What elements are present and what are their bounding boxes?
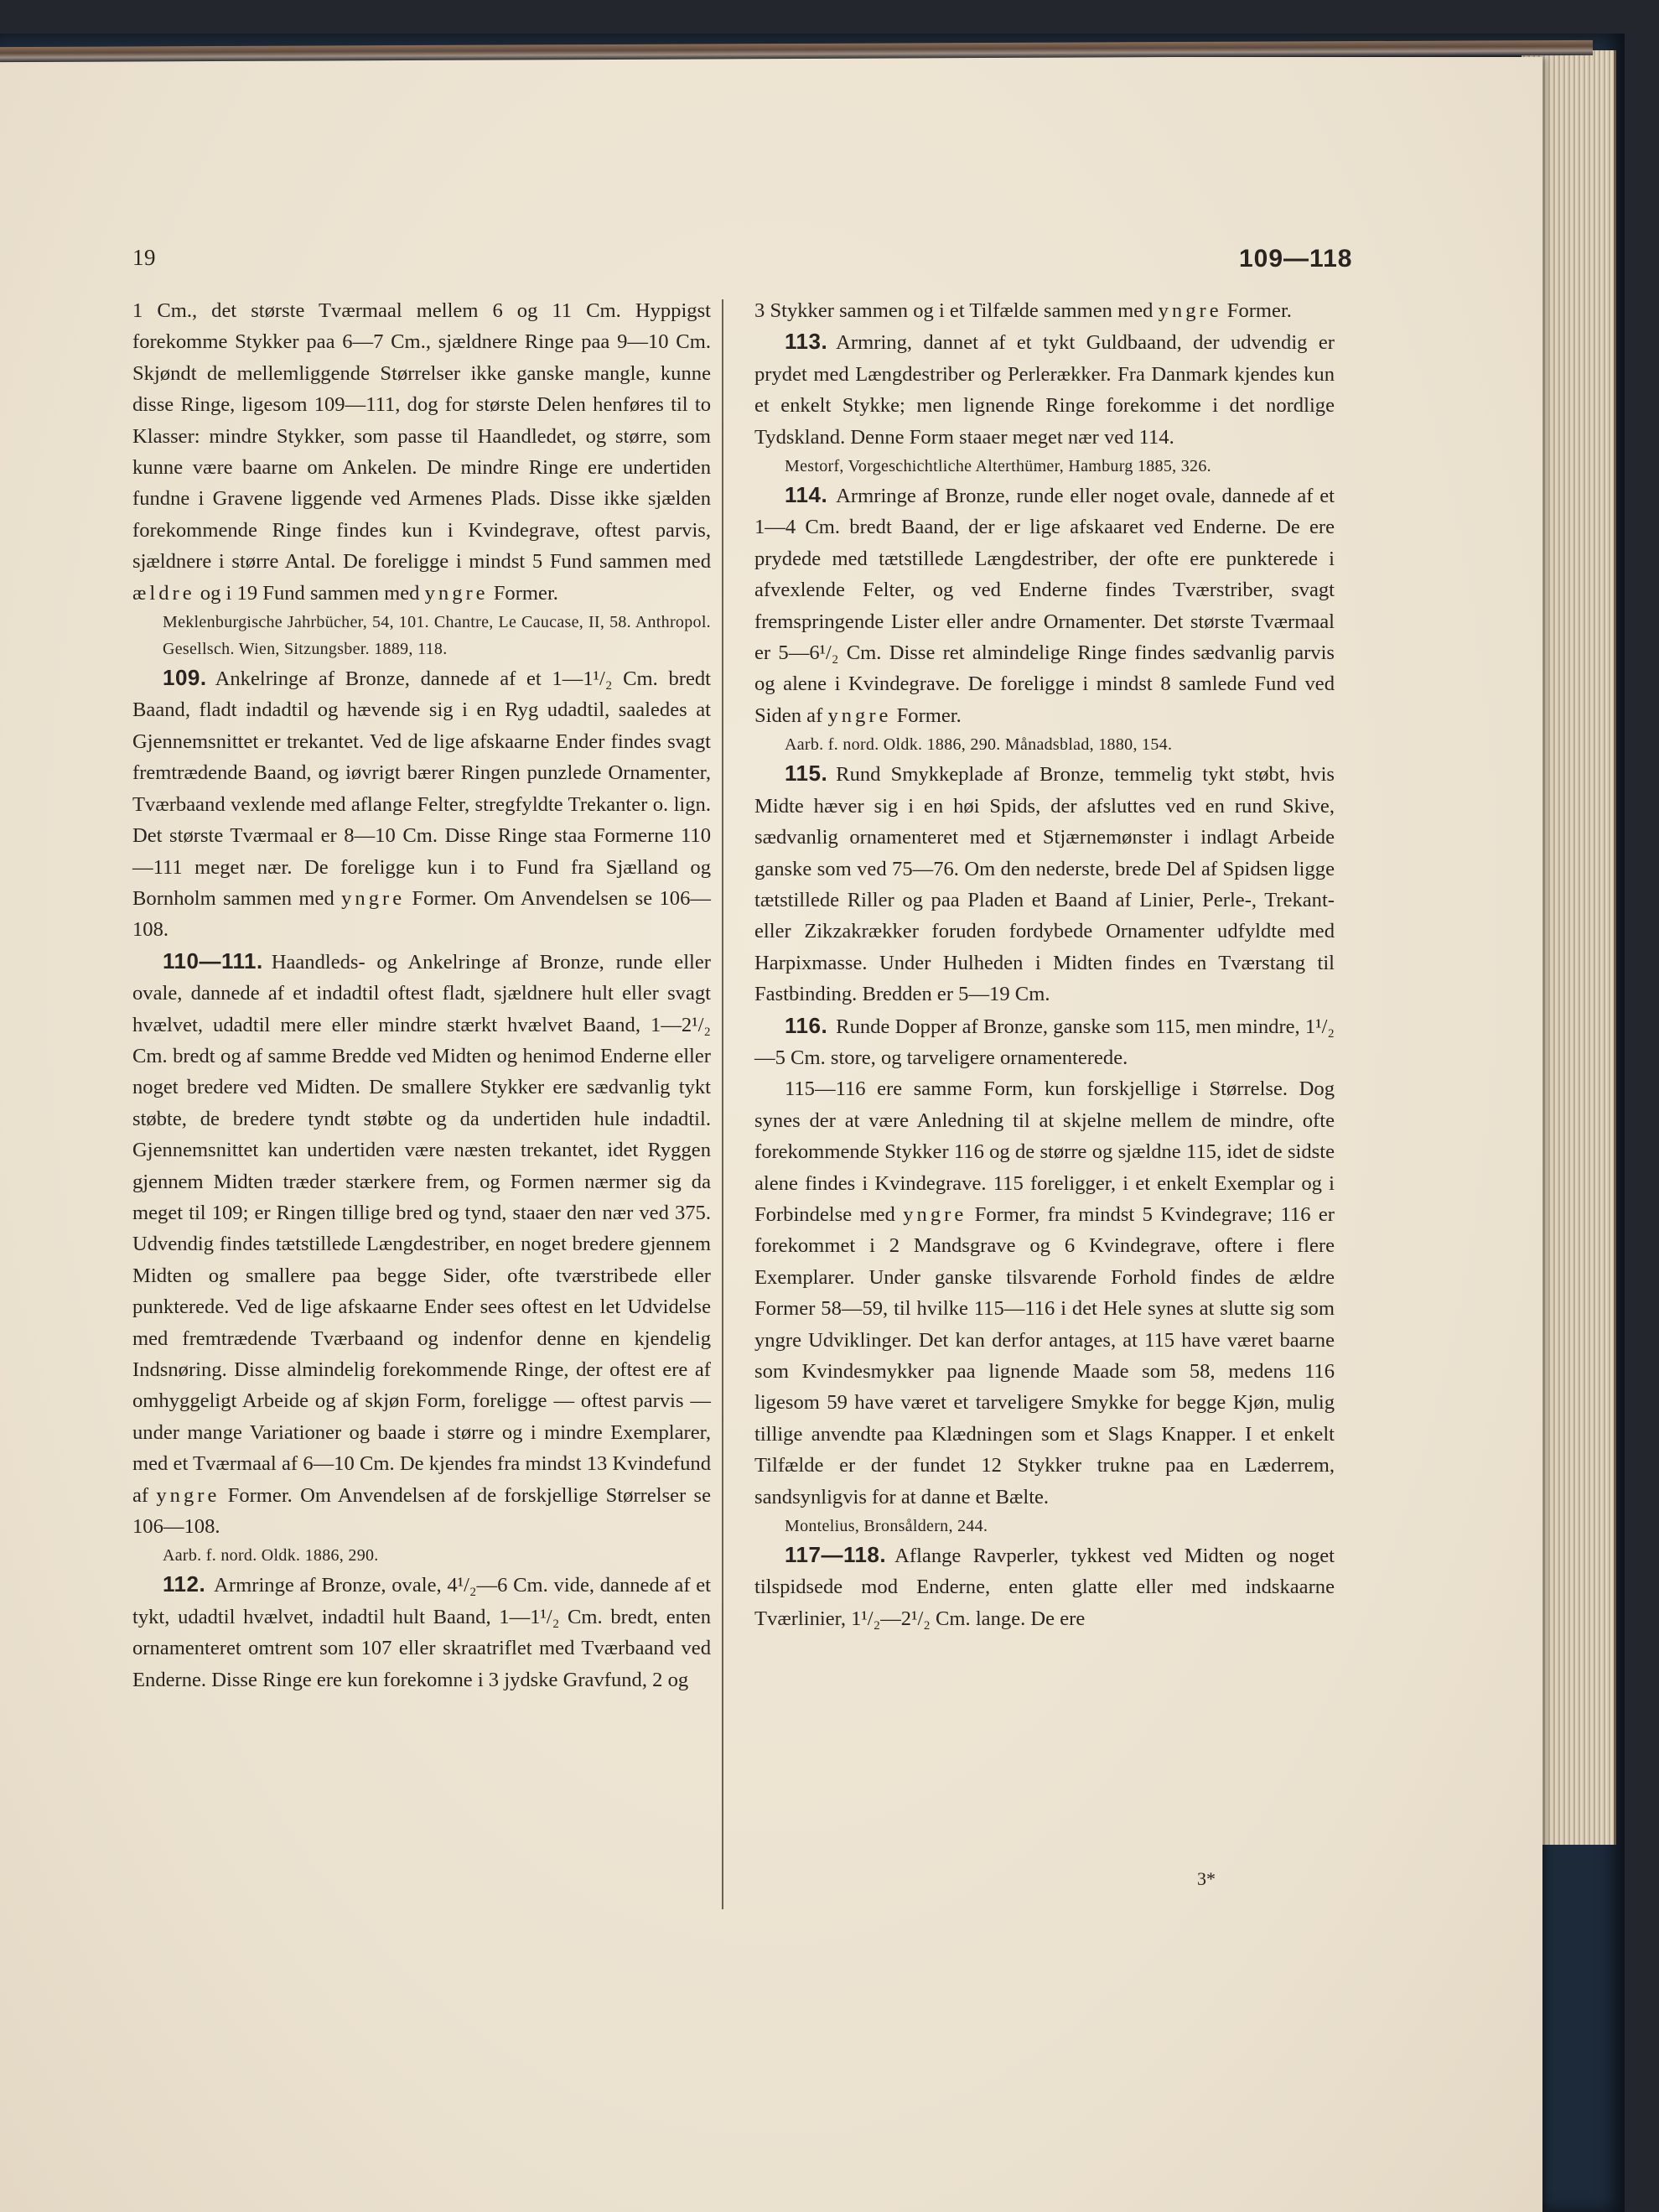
reference: Mestorf, Vorgeschichtliche Alterthümer, Hamburg 1885, 326. xyxy=(785,457,1211,476)
discussion-paragraph: 115—116 ere samme Form, kun forskjellige i Størrelse. Dog synes der at være Anledning til at skjelne mellem de mindre, ofte forekommende Stykker 116 og de større og sjældne 115, idet de sidste alene findes i Kvindegrave. 115 foreligger, i et enkelt Exemplar og i Forbindelse med yngre Former, fra mindst 5 Kvindegrave; 116 er forekommet i 2 Mandsgrave og 6 Kvindegrave, oftere i flere Exemplarer. Under ganske tilsvarende Forhold findes de ældre Former 58—59, til hvilke 115—116 i det Hele synes at slutte sig som yngre Udviklinger. Det kan derfor antages, at 115 have været baarne som Kvindesmykker paa lignende Maade som 58, medens 116 ligesom 59 have været et tarveligere Smykke for begge Kjøn, mulig tillige anvendte paa Klædningen som et Slags Knapper. I et enkelt Tilfælde er der fundet 12 Stykker trukne paa en Læderrem, sandsynligvis for at danne et Bælte. xyxy=(754,1077,1335,1508)
reference: Meklenburgische Jahrbücher, 54, 101. Chantre, Le Caucase, II, 58. Anthropol. Gesellsch. Wien, Sitzungsber. 1889, 118. xyxy=(163,613,711,659)
intro-paragraph: 1 Cm., det største Tværmaal mellem 6 og 11 Cm. Hyppigst forekomme Stykker paa 6—7 Cm., sjældnere Ringe paa 9—10 Cm. Skjøndt de mellemliggende Størrelser ikke ganske mangle, kunne disse Ringe, ligesom 109—111, dog for største Delen henføres til to Klasser: mindre Stykker, som passe til Haandledet, og større, som kunne være baarne om Ankelen. De mindre Ringe ere undertiden fundne i Gravene liggende ved Armenes Plads. Disse ikke sjælden forekommende Ringe findes kun i Kvindegrave, oftest parvis, sjældnere i større Antal. De foreligge i mindst 5 Fund sammen med ældre og i 19 Fund sammen med yngre Former. xyxy=(132,299,711,605)
entry-109: 109. Ankelringe af Bronze, dannede af et 1—1¹/₂ Cm. bredt Baand, fladt indadtil og hævende sig i en Ryg udadtil, saaledes at Gjennemsnittet er trekantet. Ved de lige afskaarne Ender findes svagt fremtrædende Baand, og iøvrigt bærer Ringen punzlede Ornamenter, Tværbaand vexlende med aflange Felter, stregfyldte Trekanter o. lign. Det største Tværmaal er 8—10 Cm. Disse Ringe staa Formerne 110—111 meget nær. De foreligge kun i to Fund fra Sjælland og Bornholm sammen med yngre Former. Om Anvendelsen se 106—108. xyxy=(132,665,711,942)
entry-110-111: 110—111. Haandleds- og Ankelringe af Bronze, runde eller ovale, dannede af et indadtil oftest fladt, sjældnere hult eller svagt hvælvet, udadtil mere eller mindre stærkt hvælvet Baand, 1—2¹/₂ Cm. bredt og af samme Bredde ved Midten og henimod Enderne eller noget bredere ved Midten. De smallere Stykker ere sædvanlig tykt støbte, de bredere tyndt støbte og da undertiden hule indadtil. Gjennemsnittet kan undertiden være næsten trekantet, idet Ryggen gjennem Midten træder stærkere frem, og Formen nærmer sig da meget til 109; er Ringen tillige bred og tynd, staaer den nær ved 375. Udvendig findes tætstillede Længdestriber, en noget bredere gjennem Midten og smallere paa begge Sider, ofte tværstribede eller punkterede. Ved de lige afskaarne Ender sees oftest en let Udvidelse med fremtrædende Tværbaand og indenfor denne en kjendelig Indsnøring. Disse almindelig forekommende Ringe, der oftest ere af omhyggeligt Arbeide og af skjøn Form, foreligge — oftest parvis — under mange Variationer og baade i større og i mindre Exemplarer, med et Tværmaal af 6—10 Cm. De kjendes fra mindst 13 Kvindefund af yngre Former. Om Anvendelsen af de forskjellige Størrelser se 106—108. xyxy=(132,948,711,1539)
entry-114: 114. Armringe af Bronze, runde eller noget ovale, dannede af et 1—4 Cm. bredt Baand, der er lige afskaaret ved Enderne. De ere prydede med tætstillede Længdestriber, der ofte ere punkterede i afvexlende Felter, og ved Enderne findes Tværstriber, svagt fremspringende Lister eller andre Ornamenter. Det største Tværmaal er 5—6¹/₂ Cm. Disse ret almindelige Ringe findes sædvanlig parvis og alene i Kvindegrave. De foreligge i mindst 8 samlede Fund ved Siden af yngre Former. xyxy=(754,482,1335,727)
page-number: 19 xyxy=(132,245,156,270)
continuation-paragraph: 3 Stykker sammen og i et Tilfælde sammen med yngre Former. xyxy=(754,299,1292,322)
entry-116: 116. Runde Dopper af Bronze, ganske som 115, men mindre, 1¹/₂—5 Cm. store, og tarveligere ornamenterede. xyxy=(754,1012,1335,1069)
entry-113: 113. Armring, dannet af et tykt Guldbaand, der udvendig er prydet med Længdestriber og Perlerækker. Fra Danmark kjendes kun et enkelt Stykke; men lignende Ringe forekomme i det nordlige Tydskland. Denne Form staaer meget nær ved 114. xyxy=(754,329,1335,449)
reference: Montelius, Bronsåldern, 244. xyxy=(785,1517,988,1536)
column-divider xyxy=(722,299,723,1909)
reference: Aarb. f. nord. Oldk. 1886, 290. Månadsblad, 1880, 154. xyxy=(785,735,1173,755)
entry-115: 115. Rund Smykkeplade af Bronze, temmelig tykt støbt, hvis Midte hæver sig i en høi Spids, der afsluttes ved en rund Skive, sædvanlig ornamenteret med et Stjærnemønster i indlagt Arbeide ganske som ved 75—76. Om den nederste, brede Del af Spidsen ligge tætstillede Riller og paa Pladen et Baand af Linier, Perle-, Trekant- eller Zikzakrækker foruden fordybede Ornamenter udfyldte med Harpixmasse. Under Hulheden i Midten findes en Tværstang til Fastbinding. Bredden er 5—19 Cm. xyxy=(754,761,1335,1006)
entry-117-118: 117—118. Aflange Ravperler, tykkest ved Midten og noget tilspidsede mod Enderne, enten glatte eller med indskaarne Tværlinier, 1¹/₂—2¹/₂ Cm. lange. De ere xyxy=(754,1542,1335,1630)
reference: Aarb. f. nord. Oldk. 1886, 290. xyxy=(163,1546,379,1566)
right-column xyxy=(754,295,1335,1634)
entry-112: 112. Armringe af Bronze, ovale, 4¹/₂—6 Cm. vide, dannede af et tykt, udadtil hvælvet, indadtil hult Baand, 1—1¹/₂ Cm. bredt, enten ornamenteret omtrent som 107 eller skraatriflet med Tværbaand ved Enderne. Disse Ringe ere kun forekomne i 3 jydske Gravfund, 2 og xyxy=(132,1571,711,1691)
signature-mark: 3* xyxy=(1197,1868,1216,1889)
entry-range-header: 109—118 xyxy=(1239,245,1353,273)
left-column xyxy=(132,295,711,1695)
